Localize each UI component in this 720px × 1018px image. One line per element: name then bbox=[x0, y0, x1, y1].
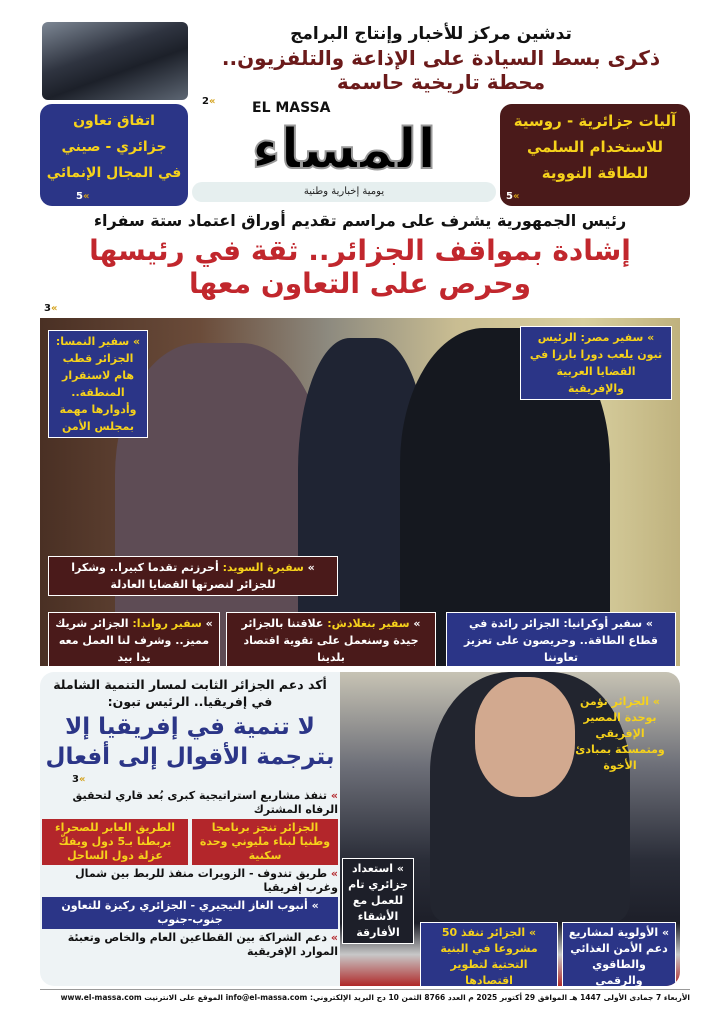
footer-date: الأربعاء 7 جمادى الأولى 1447 هـ الموافق 29 أكتوبر 2025 م bbox=[468, 993, 690, 1002]
blue-bullet: » أنبوب الغاز النيجيري - الجزائري ركيزة للتعاون جنوب-جنوب bbox=[42, 897, 338, 929]
red-box-row bbox=[42, 819, 338, 865]
caption-rwanda: » سفير رواندا: الجزائر شريك مميز.. وشرف لنا العمل معه يدا بيد bbox=[48, 612, 220, 666]
teaser-line: في المجال الإنمائي bbox=[46, 165, 182, 181]
caption-sweden: » سفيرة السويد: أحرزتم تقدما كبيرا.. وشكرا للجزائر لنصرتها القضايا العادلة bbox=[48, 556, 338, 596]
logo-tagline: يومية إخبارية وطنية bbox=[192, 182, 496, 202]
lead-photo bbox=[40, 318, 680, 666]
red-box: الجزائر تنجز برنامجا وطنيا لبناء مليوني وحدة سكنية bbox=[192, 819, 338, 865]
africa-kicker: أكد دعم الجزائر الثابت لمسار التنمية الشاملة في إفريقيا.. الرئيس تبون: bbox=[53, 677, 327, 709]
photo-caption: » الأولوية لمشاريع دعم الأمن الغذائي والطاقوي والرقمي bbox=[562, 922, 676, 986]
teaser-line: جزائري - صيني bbox=[61, 139, 167, 155]
page-ref-row bbox=[42, 774, 338, 787]
africa-story[interactable] bbox=[40, 672, 680, 986]
photo-caption: » استعداد جزائري تام للعمل مع الأشقاء الأفارقة bbox=[342, 858, 414, 944]
caption-bangladesh: » سفير بنغلادش: علاقتنا بالجزائر جيدة وسنعمل على تقوية اقتصاد بلدينا bbox=[226, 612, 436, 666]
masthead-logo bbox=[192, 100, 496, 204]
logo-latin: EL MASSA bbox=[252, 100, 331, 116]
footer-price: الثمن 10 دج bbox=[376, 993, 422, 1002]
bullet: » تنفذ مشاريع استراتيجية كبرى بُعد قاري لتحقيق الرفاه المشترك bbox=[72, 789, 338, 816]
africa-headline: لا تنمية في إفريقيا إلا بترجمة الأقوال إلى أفعال bbox=[45, 714, 335, 770]
footer-issue: العدد 8766 bbox=[424, 993, 466, 1002]
page-ref: 2« bbox=[202, 96, 216, 107]
page-ref: 5« bbox=[506, 191, 520, 202]
bullet: » دعم الشراكة بين القطاعين العام والخاص وتعبئة الموارد الإفريقية bbox=[67, 931, 338, 958]
bullet: » طريق تندوف - الزويرات منفذ للربط بين شمال وغرب إفريقيا bbox=[75, 867, 338, 894]
lead-subhead: رئيس الجمهورية يشرف على مراسم تقديم أوراق اعتماد ستة سفراء bbox=[93, 211, 627, 230]
africa-text-column bbox=[42, 676, 338, 959]
left-teaser-box[interactable] bbox=[40, 104, 188, 206]
caption-austria: » سفير النمسا: الجزائر قطب هام لاستقرار المنطقة.. وأدوارها مهمة بمجلس الأمن bbox=[48, 330, 148, 438]
photo-caption: » الجزائر تنفذ 50 مشروعا في البنية التحتية لتطوير اقتصادها bbox=[420, 922, 558, 986]
red-box: الطريق العابر للصحراء يربطنا بـ5 دول ويفكّ عزلة دول الساحل bbox=[42, 819, 188, 865]
teaser-line: آليات جزائرية - روسية bbox=[513, 112, 677, 130]
page-ref: 3« bbox=[72, 774, 86, 785]
teaser-line: للطاقة النووية bbox=[541, 164, 649, 182]
page-ref: 5« bbox=[76, 191, 90, 202]
caption-egypt: » سفير مصر: الرئيس تبون يلعب دورا بارزا في القضايا العربية والإفريقية bbox=[520, 326, 672, 400]
top-story-subhead: تدشين مركز للأخبار وإنتاج البرامج bbox=[290, 24, 572, 44]
caption-ukraine: » سفير أوكرانيا: الجزائر رائدة في قطاع الطاقة.. وحريصون على تعزيز تعاوننا bbox=[446, 612, 676, 666]
teaser-line: اتفاق تعاون bbox=[73, 113, 155, 129]
teaser-line: للاستخدام السلمي bbox=[526, 138, 664, 156]
lead-headline[interactable]: إشادة بمواقف الجزائر.. ثقة في رئيسها وحرص على التعاون معها bbox=[89, 234, 631, 300]
page-ref: 3« bbox=[44, 303, 58, 314]
top-photo bbox=[42, 22, 188, 100]
footer-email[interactable]: البريد الإلكتروني: info@el-massa.com bbox=[225, 993, 374, 1002]
footer bbox=[40, 989, 690, 1003]
right-teaser-box[interactable] bbox=[500, 104, 690, 206]
logo-arabic: المساء bbox=[251, 117, 437, 182]
top-story-headline[interactable]: ذكرى بسط السيادة على الإذاعة والتلفزيون.. محطة تاريخية حاسمة bbox=[221, 46, 661, 94]
footer-website[interactable]: الموقع على الانترنيت www.el-massa.com bbox=[60, 993, 223, 1002]
photo-face bbox=[475, 677, 575, 797]
photo-caption: » الجزائر تؤمن بوحدة المصير الإفريقي ومتمسكة بمبادئ الأخوة bbox=[575, 695, 665, 772]
